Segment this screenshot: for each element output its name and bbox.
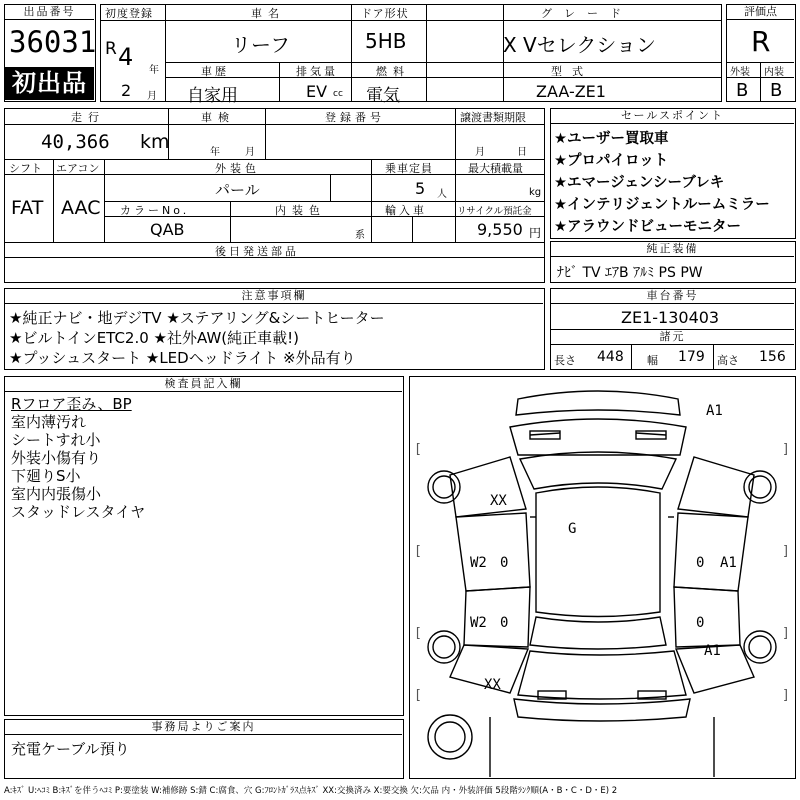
mark-zero-2: 0 — [696, 555, 705, 571]
score-value: R — [751, 25, 771, 58]
intcolor-unit: 系 — [355, 230, 365, 241]
sales-item: ★インテリジェントルームミラー — [554, 197, 770, 213]
inspector-list — [11, 395, 145, 521]
transfer-month-unit: 月 — [475, 147, 485, 158]
recycle-value: 9,550 — [477, 220, 523, 239]
mark-a1-right: A1 — [720, 555, 737, 571]
inspector-line: シートすれ小 — [11, 431, 101, 449]
legend-footer: A:ｷｽﾞ U:ﾍｺﾐ B:ｷｽﾞを伴うﾍｺﾐ P:要塗装 W:補修跡 S:錆 C:腐食、穴 G:ﾌﾛﾝﾄｶﾞﾗｽ点ｷｽﾞ XX:交換済み X:要交換 欠:欠品 内・外装評価 5段階ﾗﾝｸ順(A・B・C・D・E) 2 — [4, 786, 618, 796]
width-label: 幅 — [647, 354, 658, 367]
first-reg-era: R — [105, 39, 117, 59]
header-box — [100, 4, 722, 106]
color-value: パール — [215, 181, 260, 199]
inspector-line: 室内薄汚れ — [11, 413, 87, 431]
intcolor-label: 内装色 — [275, 204, 326, 217]
ac-value: AAC — [61, 197, 101, 219]
car-diagram — [409, 376, 796, 779]
equip-label: 純正装備 — [551, 242, 794, 257]
transfer-day-unit: 日 — [517, 147, 527, 158]
model-label: 型式 — [551, 65, 593, 78]
chassis-label: 車台番号 — [551, 289, 794, 304]
sales-item: ★エマージェンシーブレキ — [554, 175, 725, 191]
first-reg-month: 2 — [121, 81, 132, 100]
capacity-unit: 人 — [437, 189, 447, 200]
score-label: 評価点 — [727, 5, 794, 20]
mark-xx-front: XX — [490, 493, 507, 509]
sales-item: ★プロパイロット — [554, 153, 669, 169]
chassis-box — [550, 288, 796, 370]
int-label: 内装 — [764, 67, 784, 78]
recycle-unit: 円 — [529, 226, 542, 240]
note-line: ★純正ナビ・地デジTV ★ステアリング&シートヒーター — [9, 309, 385, 327]
note-line: ★ビルトインETC2.0 ★社外AW(純正車載!) — [9, 329, 299, 347]
bracket-br: ] — [782, 688, 790, 703]
colorno-label: カラーNo. — [120, 204, 190, 217]
mark-zero-4: 0 — [696, 615, 705, 631]
bracket-lr: ] — [782, 626, 790, 641]
inspector-label: 検査員記入欄 — [5, 377, 402, 392]
mileage-unit: km — [140, 131, 170, 153]
mark-w2-upper: W2 — [470, 555, 487, 571]
regno-label: 登録番号 — [325, 111, 385, 124]
info-box — [4, 108, 545, 283]
office-label: 事務局よりご案内 — [5, 720, 402, 735]
color-label: 外装色 — [215, 162, 260, 175]
shift-value: FAT — [11, 197, 44, 219]
name-label: 車名 — [251, 7, 285, 20]
load-label: 最大積載量 — [468, 162, 523, 175]
width-value: 179 — [678, 349, 705, 365]
lot-box — [4, 4, 96, 102]
inspection-month-unit: 月 — [245, 147, 255, 158]
recycle-label: リサイクル預託金 — [457, 206, 532, 217]
inspector-line: 下廻りS小 — [11, 467, 81, 485]
score-box — [726, 4, 796, 102]
note-line: ★プッシュスタート ★LEDヘッドライト ※外品有り — [9, 349, 356, 367]
sales-list — [554, 128, 770, 238]
disp-unit: cc — [333, 89, 343, 99]
capacity-label: 乗車定員 — [385, 162, 433, 175]
car-name: リーフ — [231, 33, 290, 57]
first-reg-label: 初度登録 — [105, 7, 153, 20]
inspector-line: 室内内張傷小 — [11, 485, 102, 503]
history-value: 自家用 — [187, 86, 238, 106]
notes-box — [4, 288, 545, 370]
mileage-value: 40,366 — [41, 131, 110, 153]
capacity-value: 5 — [415, 179, 426, 198]
import-label: 輸入車 — [385, 204, 427, 217]
grade-value: X Vセレクション — [503, 33, 656, 57]
month-unit: 月 — [147, 91, 157, 102]
notes-list — [9, 308, 385, 368]
height-label: 高さ — [717, 354, 739, 367]
bracket-tl: [ — [414, 442, 422, 457]
first-reg-year: 4 — [118, 43, 134, 71]
equip-box — [550, 241, 796, 283]
height-value: 156 — [759, 349, 786, 365]
inspection-label: 車検 — [201, 111, 235, 124]
disp-label: 排気量 — [296, 65, 338, 78]
disp-value: EV — [306, 82, 328, 101]
notes-label: 注意事項欄 — [5, 289, 543, 304]
bracket-mr: ] — [782, 544, 790, 559]
year-unit: 年 — [149, 65, 159, 76]
colorno-value: QAB — [150, 220, 185, 239]
sales-label: セールスポイント — [551, 109, 794, 124]
inspector-line: 外装小傷有り — [11, 449, 102, 467]
inspector-line: スタッドレスタイヤ — [11, 503, 146, 521]
inspector-box — [4, 376, 404, 716]
mark-a1-rear: A1 — [704, 643, 721, 659]
ac-label: エアコン — [56, 162, 100, 175]
bracket-ml: [ — [414, 544, 422, 559]
ext-score: B — [736, 80, 749, 101]
bracket-bl: [ — [414, 688, 422, 703]
inspector-line: Rフロア歪み、BP — [11, 395, 132, 413]
office-value: 充電ケーブル預り — [11, 740, 130, 758]
inspection-year-unit: 年 — [210, 147, 220, 158]
sales-item: ★アラウンドビューモニター — [554, 219, 741, 235]
transfer-label: 譲渡書類期限 — [460, 111, 526, 124]
ext-label: 外装 — [730, 67, 750, 78]
lot-label: 出品番号 — [5, 5, 94, 20]
history-label: 車歴 — [201, 65, 229, 78]
mark-g-roof: G — [568, 521, 577, 537]
door-label: ドア形状 — [361, 7, 409, 20]
length-value: 448 — [597, 349, 624, 365]
mark-xx-rear: XX — [484, 677, 501, 693]
length-label: 長さ — [554, 354, 576, 367]
grade-label: グレード — [541, 7, 633, 20]
later-parts-label: 後日発送部品 — [215, 245, 299, 258]
dims-label: 諸元 — [551, 330, 794, 345]
bracket-tr: ] — [782, 442, 790, 457]
shift-label: シフト — [9, 162, 42, 175]
mark-a1-top: A1 — [706, 403, 723, 419]
lot-number: 36031 — [9, 25, 97, 59]
mileage-label: 走行 — [71, 111, 105, 124]
first-listing-badge: 初出品 — [5, 67, 94, 100]
chassis-number: ZE1-130403 — [621, 308, 720, 327]
int-score: B — [770, 80, 783, 101]
load-unit: kg — [529, 187, 542, 198]
sales-box — [550, 108, 796, 239]
mark-zero-3: 0 — [500, 615, 509, 631]
fuel-value: 電気 — [366, 86, 400, 106]
equip-value: ﾅﾋﾞ TV ｴｱB ｱﾙﾐ PS PW — [557, 265, 703, 281]
office-box — [4, 719, 404, 779]
mark-zero-1: 0 — [500, 555, 509, 571]
car-outline-svg — [410, 377, 794, 777]
model-value: ZAA-ZE1 — [536, 82, 606, 101]
bracket-ll: [ — [414, 626, 422, 641]
sales-item: ★ユーザー買取車 — [554, 131, 669, 147]
door-type: 5HB — [365, 29, 407, 53]
mark-w2-lower: W2 — [470, 615, 487, 631]
fuel-label: 燃料 — [376, 65, 410, 78]
